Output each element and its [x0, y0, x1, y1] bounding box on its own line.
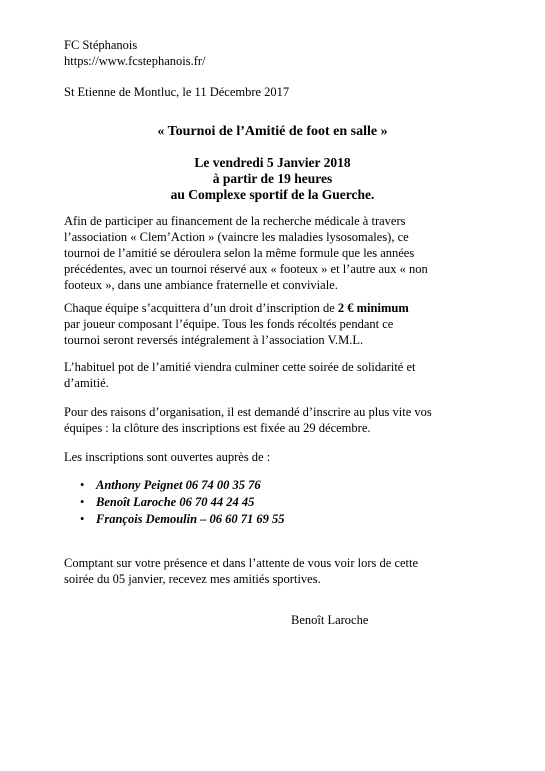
bullet-icon: • — [80, 478, 85, 492]
list-item — [80, 477, 285, 494]
paragraph-line: tournoi seront reversés intégralement à l’association V.M.L. — [64, 333, 364, 347]
paragraph-line: d’amitié. — [64, 376, 109, 390]
event-date: Le vendredi 5 Janvier 2018 — [194, 155, 351, 170]
signature: Benoît Laroche — [291, 613, 369, 627]
list-item — [80, 494, 285, 511]
paragraph-line: Afin de participer au financement de la recherche médicale à travers — [64, 214, 406, 228]
paragraph-line: par joueur composant l’équipe. Tous les fonds récoltés pendant ce — [64, 317, 394, 331]
paragraph-closing — [64, 555, 484, 587]
place-date-line: St Etienne de Montluc, le 11 Décembre 2017 — [64, 85, 290, 99]
paragraph-reception — [64, 359, 484, 391]
paragraph-line: tournoi de l’amitié se déroulera selon la même formule que les années — [64, 246, 415, 260]
contact-list — [80, 477, 285, 528]
paragraph-line: Comptant sur votre présence et dans l’attente de vous voir lors de cette — [64, 556, 419, 570]
paragraph-line: Pour des raisons d’organisation, il est demandé d’inscrire au plus vite vos — [64, 405, 432, 419]
paragraph-purpose — [64, 213, 484, 293]
bullet-icon: • — [80, 495, 85, 509]
paragraph-line: footeux », dans une ambiance fraternelle et conviviale. — [64, 278, 338, 292]
paragraph-registration-deadline — [64, 404, 484, 436]
paragraph-line: équipes : la clôture des inscriptions est fixée au 29 décembre. — [64, 421, 371, 435]
paragraph-line: soirée du 05 janvier, recevez mes amitiés sportives. — [64, 572, 321, 586]
contact-entry: Benoît Laroche 06 70 44 24 45 — [96, 495, 255, 509]
paragraph-line: l’association « Clem’Action » (vaincre les maladies lysosomales), ce — [64, 230, 409, 244]
document-title: « Tournoi de l’Amitié de foot en salle » — [157, 124, 388, 139]
bullet-icon: • — [80, 512, 85, 526]
club-url: https://www.fcstephanois.fr/ — [64, 54, 206, 68]
paragraph-line: L’habituel pot de l’amitié viendra culminer cette soirée de solidarité et — [64, 360, 416, 374]
paragraph-line: précédentes, avec un tournoi réservé aux « footeux » et l’autre aux « non — [64, 262, 428, 276]
contact-entry: Anthony Peignet 06 74 00 35 76 — [96, 478, 261, 492]
fee-amount: 2 € minimum — [337, 301, 409, 315]
fee-text: Chaque équipe s’acquittera d’un droit d’inscription de — [64, 301, 338, 315]
paragraph-line — [64, 300, 484, 316]
contact-entry: François Demoulin – 06 60 71 69 55 — [96, 512, 285, 526]
letterhead — [64, 37, 484, 69]
paragraph-registration-contacts-intro: Les inscriptions sont ouvertes auprès de : — [64, 450, 271, 464]
event-details — [0, 155, 545, 203]
event-venue: au Complexe sportif de la Guerche. — [170, 187, 375, 202]
paragraph-fee — [64, 300, 484, 348]
list-item — [80, 511, 285, 528]
club-name: FC Stéphanois — [64, 38, 138, 52]
event-time: à partir de 19 heures — [212, 171, 333, 186]
